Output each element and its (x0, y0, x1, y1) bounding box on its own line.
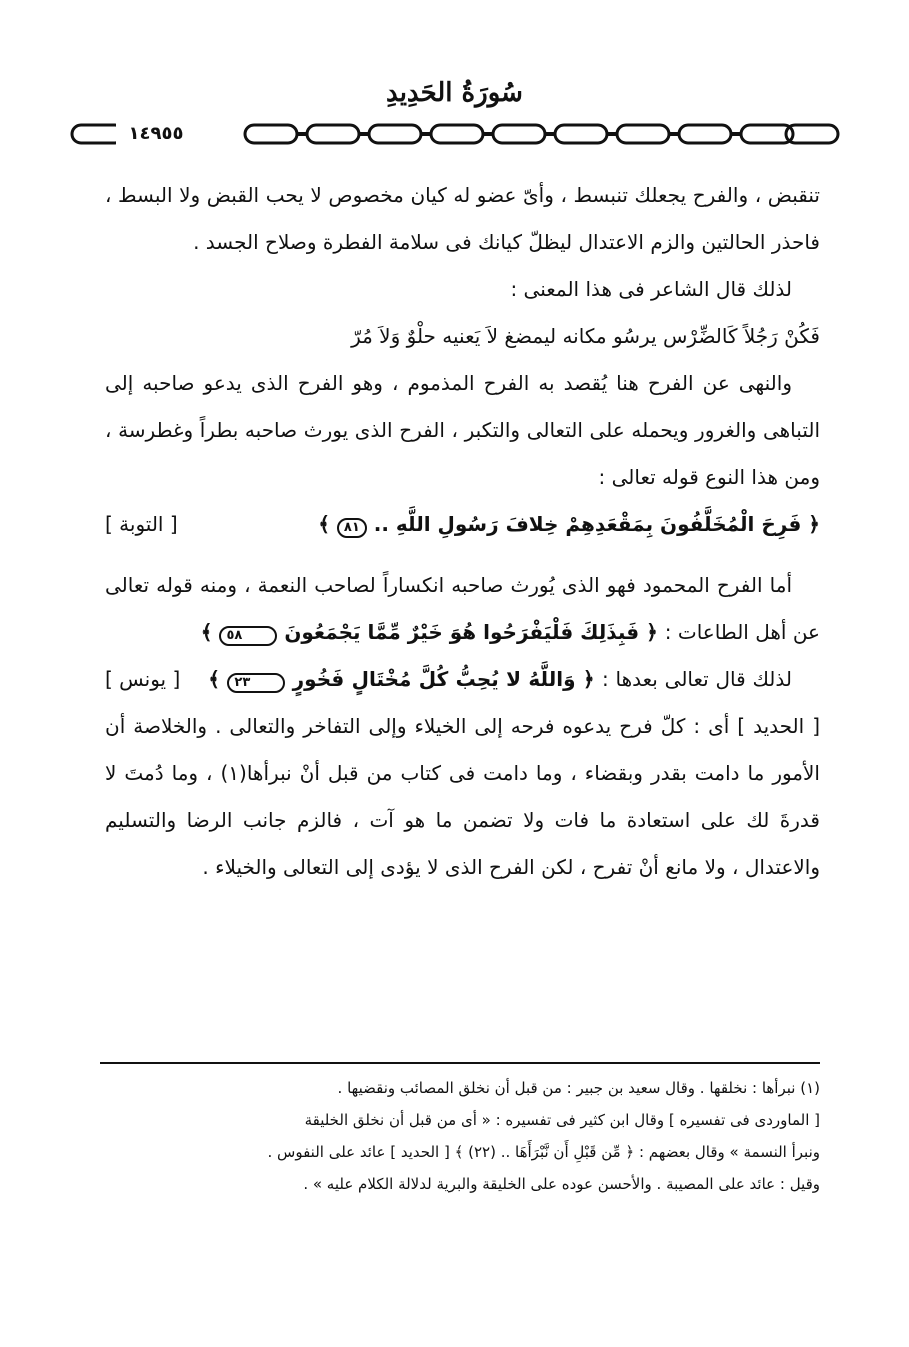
paragraph: تنقبض ، والفرح يجعلك تنبسط ، وأىّ عضو له كيان مخصوص لا يحب القبض ولا البسط ، فاحذر الحالتين والزم الاعتدال ليظلّ كيانك فى سلامة الفطرة وصلاح الجسد . (105, 183, 820, 254)
surah-reference: [ التوبة ] (105, 512, 178, 536)
verse-close: ﴾ (318, 512, 337, 536)
quran-verse: ﴿ فَبِذَلِكَ فَلْيَفْرَحُوا هُوَ خَيْرٌ مِّمَّا يَجْمَعُونَ (277, 620, 665, 644)
paragraph: لذلك قال الشاعر فى هذا المعنى : (510, 277, 792, 301)
footnote-line: ونبرأ النسمة » وقال بعضهم : ﴿ مِّن قَبْلِ أَن نَّبْرَأَهَا .. (٢٢) ﴾ [ الحديد ] عائد على النفوس . (267, 1143, 820, 1161)
ayah-number: ٥٨ (219, 626, 277, 646)
verse-close: ﴾ (200, 620, 220, 644)
ayah-number: ٨١ (337, 518, 367, 538)
surah-title: سُورَةُ الحَدِيدِ (386, 78, 523, 108)
footnote-line: (١) نبرأها : نخلقها . وقال سعيد بن جبير : من قبل أن نخلق المصائب ونقضيها . (337, 1079, 820, 1097)
footnote-line: [ الماوردى فى تفسيره ] وقال ابن كثير فى تفسيره : « أى من قبل أن نخلق الخليقة (304, 1111, 820, 1129)
poem-verse: فَكُنْ رَجُلاً كَالضِّرْس يرسُو مكانه ليمضغ لاَ يَعنيه حلْوٌ وَلاَ مُرّ (351, 324, 820, 348)
paragraph-text: أما الفرح المحمود فهو الذى يُورث صاحبه انكساراً لصاحب النعمة ، ومنه قوله تعالى عن أهل الطاعات : (105, 573, 820, 644)
ayah-number: ٢٣ (227, 673, 285, 693)
quran-verse-line (105, 501, 820, 548)
paragraph-text: لذلك قال تعالى بعدها : (602, 667, 792, 691)
page-number: ١٤٩٥٥ (116, 120, 196, 148)
paragraph-text: [ الحديد ] أى : كلّ فرح يدعوه فرحه إلى الخيلاء وإلى التفاخر والتعالى . والخلاصة أن الأمور ما دامت بقدر وبقضاء ، وما دامت فى كتاب من قبل أنْ نبرأها(١) ، وما دُمتَ لا قدرةَ لك على استعادة ما فات ولا تضمن ما هو آت ، فالزم جانب الرضا والتسليم والاعتدال ، ولا مانع أنْ تفرح ، لكن الفرح الذى لا يؤدى إلى التعالى والخيلاء . (105, 714, 820, 879)
footnotes (100, 1072, 820, 1200)
main-text (105, 172, 820, 891)
footnote-line: وقيل : عائد على المصيبة . والأحسن عوده على الخليقة والبرية لدلالة الكلام عليه » . (303, 1175, 820, 1193)
paragraph: والنهى عن الفرح هنا يُقصد به الفرح المذموم ، وهو الفرح الذى يدعو صاحبه إلى التباهى والغرور ويحمله على التعالى والتكبر ، الفرح الذى يورث صاحبه بطراً وغطرسة ، ومن هذا النوع قوله تعالى : (105, 371, 820, 489)
verse-close: ﴾ (208, 667, 228, 691)
footnote-divider (100, 1062, 820, 1064)
quran-verse: ﴿ فَرِحَ الْمُخَلَّفُونَ بِمَقْعَدِهِمْ خِلافَ رَسُولِ اللَّهِ .. (366, 512, 820, 536)
paragraph (105, 656, 820, 891)
quran-verse: ﴿ وَاللَّهُ لا يُحِبُّ كُلَّ مُخْتَالٍ فَخُورٍ (285, 667, 602, 691)
surah-reference: [ يونس ] (105, 667, 181, 691)
